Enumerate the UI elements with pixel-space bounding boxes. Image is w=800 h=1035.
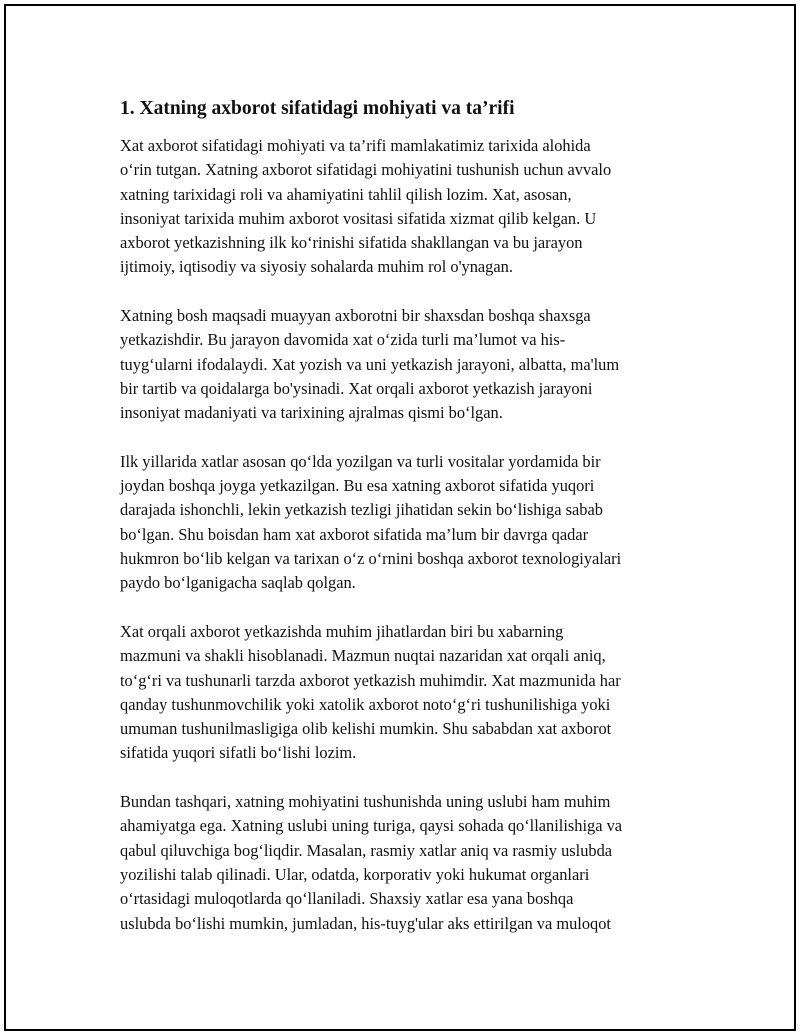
- section-heading: 1. Xatning axborot sifatidagi mohiyati va ta’rifi: [120, 98, 515, 119]
- paragraph-2: Xatning bosh maqsadi muayyan axborotni bir shaxsdan boshqa shaxsga yetkazishdir. Bu jarayon davomida xat o‘zida turli ma’lumot va his- tuyg‘ularni ifodalaydi. Xat yozish va uni yetkazish jarayoni, albatta, ma'lum bir tartib va qoidalarga bo'ysinadi. Xat orqali axborot yetkazish jarayoni insoniyat madaniyati va tarixining ajralmas qismi bo‘lgan.: [120, 306, 620, 423]
- paragraph-5: Bundan tashqari, xatning mohiyatini tushunishda uning uslubi ham muhim ahamiyatga ega. Xatning uslubi uning turiga, qaysi sohada qo‘llanilishiga va qabul qiluvchiga bog‘liqdir. Masalan, rasmiy xatlar aniq va rasmiy uslubda yozilishi talab qilinadi. Ular, odatda, korporativ yoki hukumat organlari o‘rtasidagi muloqotlarda qo‘llaniladi. Shaxsiy xatlar esa yana boshqa uslubda bo‘lishi mumkin, jumladan, his-tuyg'ular aks ettirilgan va muloqot: [120, 792, 623, 933]
- page-border: [4, 4, 796, 1031]
- paragraph-1: Xat axborot sifatidagi mohiyati va ta’rifi mamlakatimiz tarixida alohida o‘rin tutgan. Xatning axborot sifatidagi mohiyatini tushunish uchun avvalo xatning tarixidagi roli va ahamiyatini tahlil qilish lozim. Xat, asosan, insoniyat tarixida muhim axborot vositasi sifatida xizmat qilib kelgan. U axborot yetkazishning ilk ko‘rinishi sifatida shakllangan va bu jarayon ijtimoiy, iqtisodiy va siyosiy sohalarda muhim rol o'ynagan.: [120, 136, 612, 277]
- document-body: [120, 96, 680, 960]
- paragraph-4: Xat orqali axborot yetkazishda muhim jihatlardan biri bu xabarning mazmuni va shakli hisoblanadi. Mazmun nuqtai nazaridan xat orqali aniq, to‘g‘ri va tushunarli tarzda axborot yetkazish muhimdir. Xat mazmunida har qanday tushunmovchilik yoki xatolik axborot noto‘g‘ri tushunilishiga yoki umuman tushunilmasligiga olib kelishi mumkin. Shu sababdan xat axborot sifatida yuqori sifatli bo‘lishi lozim.: [120, 621, 621, 763]
- paragraph-3: Ilk yillarida xatlar asosan qo‘lda yozilgan va turli vositalar yordamida bir joydan boshqa joyga yetkazilgan. Bu esa xatning axborot sifatida yuqori darajada ishonchli, lekin yetkazish tezligi jihatidan sekin bo‘lishiga sabab bo‘lgan. Shu boisdan ham xat axborot sifatida ma’lum bir davrga qadar hukmron bo‘lib kelgan va tarixan o‘z o‘rnini boshqa axborot texnologiyalari paydo bo‘lganigacha saqlab qolgan.: [120, 451, 622, 593]
